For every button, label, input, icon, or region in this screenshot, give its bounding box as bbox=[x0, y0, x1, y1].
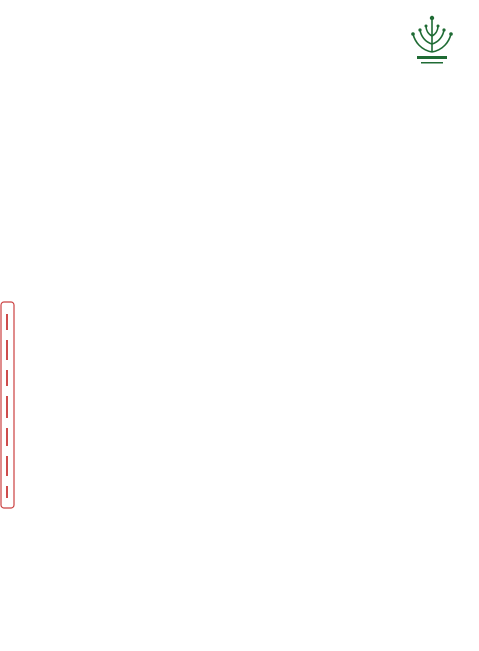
municipality-logo bbox=[399, 12, 465, 78]
red-stamp bbox=[0, 300, 16, 510]
notice-header bbox=[6, 4, 473, 90]
